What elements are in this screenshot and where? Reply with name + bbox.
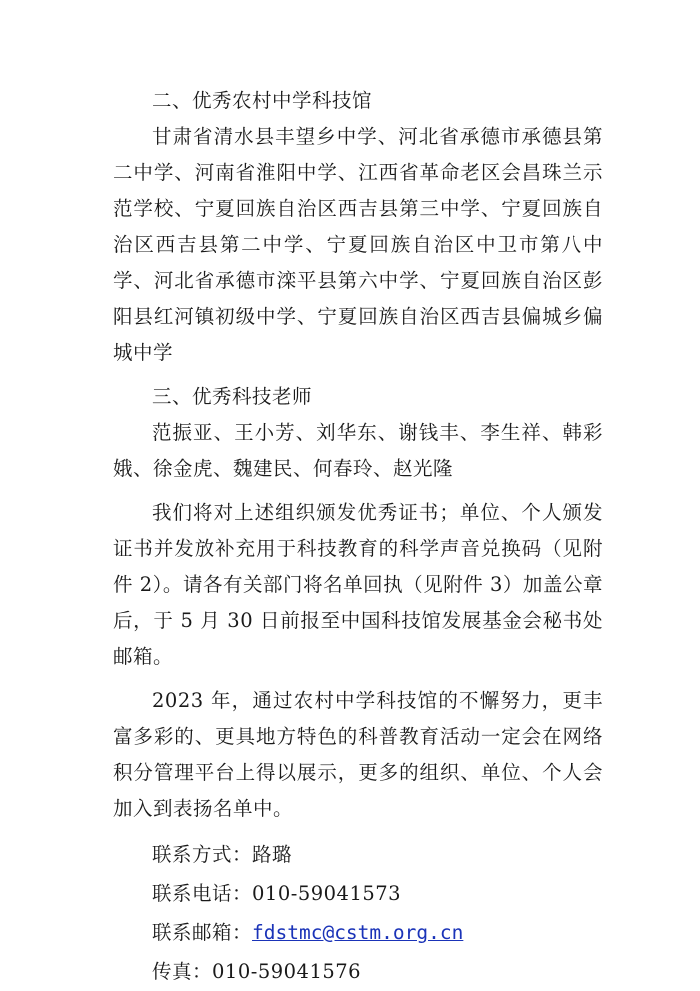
contact-fax-number: 010-59041576 bbox=[212, 960, 362, 983]
contact-email-link[interactable]: fdstmc@cstm.org.cn bbox=[252, 921, 464, 944]
outlook-paragraph: 2023 年，通过农村中学科技馆的不懈努力，更丰富多彩的、更具地方特色的科普教育活动一定会在网络积分管理平台上得以展示，更多的组织、单位、个人会加入到表扬名单中。 bbox=[113, 689, 603, 820]
spacer bbox=[113, 371, 603, 379]
contact-phone-number: 010-59041573 bbox=[252, 882, 402, 905]
contact-person-line bbox=[113, 835, 603, 874]
spacer bbox=[113, 487, 603, 495]
spacer bbox=[113, 827, 603, 835]
contact-email-line bbox=[113, 913, 603, 952]
contact-fax-label: 传真： bbox=[152, 960, 213, 983]
contact-phone-label: 联系电话： bbox=[152, 882, 253, 905]
section-heading-outstanding-rural-museums: 二、优秀农村中学科技馆 bbox=[152, 89, 373, 112]
contact-fax-line bbox=[113, 952, 603, 991]
rural-museums-list: 甘肃省清水县丰望乡中学、河北省承德市承德县第二中学、河南省淮阳中学、江西省革命老区会昌珠兰示范学校、宁夏回族自治区西吉县第三中学、宁夏回族自治区西吉县第二中学、宁夏回族自治区中卫市第八中学、河北省承德市滦平县第六中学、宁夏回族自治区彭阳县红河镇初级中学、宁夏回族自治区西吉县偏城乡偏城中学 bbox=[113, 125, 603, 364]
teachers-list: 范振亚、王小芳、刘华东、谢钱丰、李生祥、韩彩娥、徐金虎、魏建民、何春玲、赵光隆 bbox=[113, 421, 603, 480]
contact-phone-line bbox=[113, 874, 603, 913]
contact-person-name: 路璐 bbox=[252, 843, 293, 866]
section-heading-outstanding-teachers: 三、优秀科技老师 bbox=[152, 385, 313, 408]
notice-paragraph: 我们将对上述组织颁发优秀证书；单位、个人颁发证书并发放补充用于科技教育的科学声音兑换码（见附件 2）。请各有关部门将名单回执（见附件 3）加盖公章后，于 5 月 30 日前报至中国科技馆发展基金会秘书处邮箱。 bbox=[113, 501, 603, 668]
document-body bbox=[113, 83, 603, 991]
contact-person-label: 联系方式： bbox=[152, 843, 253, 866]
spacer bbox=[113, 675, 603, 683]
contact-email-label: 联系邮箱： bbox=[152, 921, 253, 944]
